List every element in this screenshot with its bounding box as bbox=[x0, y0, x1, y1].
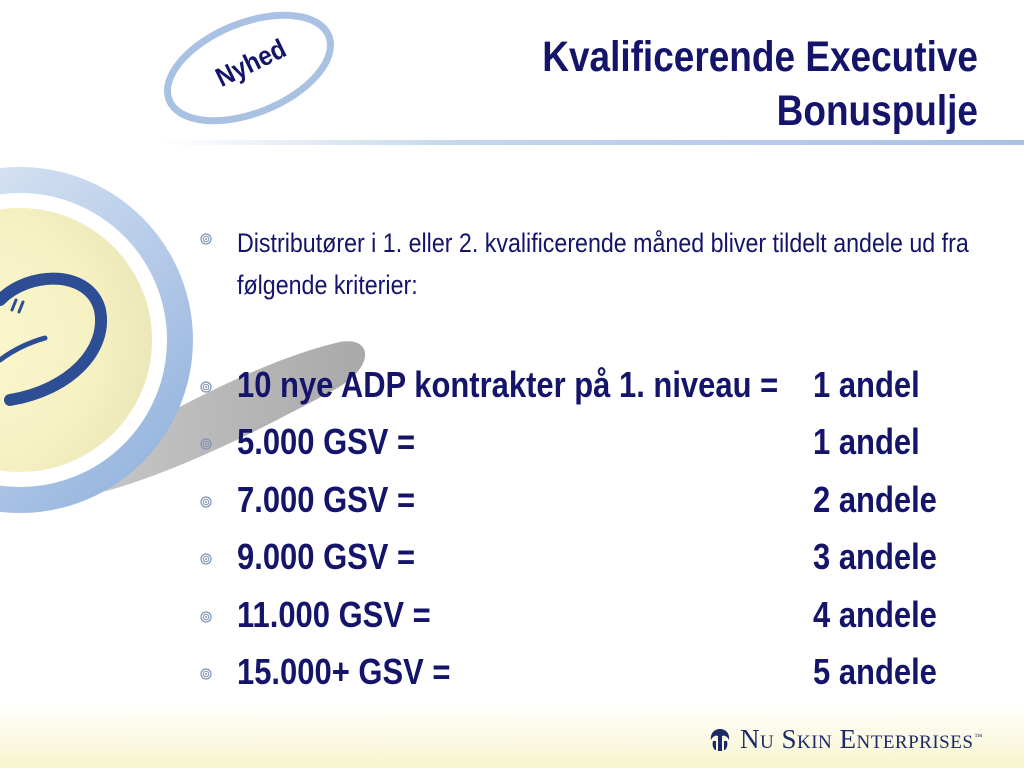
criteria-label: 15.000+ GSV = bbox=[237, 650, 451, 692]
criteria-label: 5.000 GSV = bbox=[237, 421, 416, 463]
intro-text: Distributører i 1. eller 2. kvalificerende måned bliver tildelt andele ud fra følgende kriterier: bbox=[237, 228, 969, 300]
title-line-1: Kvalificerende Executive bbox=[542, 33, 978, 81]
criteria-row bbox=[200, 362, 1000, 419]
criteria-value: 3 andele bbox=[813, 536, 937, 578]
bullet-icon bbox=[200, 553, 212, 565]
bullet-icon bbox=[200, 668, 212, 680]
logo-text: Nu Skin Enterprises bbox=[740, 723, 974, 754]
criteria-row bbox=[200, 534, 1000, 591]
title-divider bbox=[160, 140, 1024, 145]
criteria-label: 9.000 GSV = bbox=[237, 536, 416, 578]
bullet-icon bbox=[200, 438, 212, 450]
criteria-value: 1 andel bbox=[813, 364, 920, 405]
trademark-mark: ™ bbox=[974, 732, 983, 741]
criteria-value: 1 andel bbox=[813, 421, 920, 463]
criteria-label: 7.000 GSV = bbox=[237, 478, 416, 520]
bullet-icon bbox=[200, 496, 212, 508]
criteria-label: 10 nye ADP kontrakter på 1. niveau = bbox=[237, 364, 779, 405]
criteria-value: 2 andele bbox=[813, 478, 937, 520]
slide-title bbox=[462, 30, 978, 138]
bullet-icon bbox=[200, 233, 212, 245]
nu-skin-tree-icon bbox=[706, 725, 734, 753]
criteria-label: 11.000 GSV = bbox=[237, 593, 431, 635]
criteria-row bbox=[200, 592, 1000, 649]
bullet-icon bbox=[200, 381, 212, 393]
criteria-value: 4 andele bbox=[813, 593, 937, 635]
intro-paragraph bbox=[200, 222, 1000, 306]
nu-skin-logo bbox=[706, 724, 982, 754]
criteria-row bbox=[200, 419, 1000, 476]
title-line-2: Bonuspulje bbox=[776, 87, 978, 135]
criteria-row bbox=[200, 649, 1000, 706]
criteria-value: 5 andele bbox=[813, 650, 937, 692]
criteria-row bbox=[200, 477, 1000, 534]
nyhed-badge: Nyhed bbox=[210, 33, 291, 93]
criteria-list bbox=[200, 362, 1000, 706]
bullet-icon bbox=[200, 611, 212, 623]
